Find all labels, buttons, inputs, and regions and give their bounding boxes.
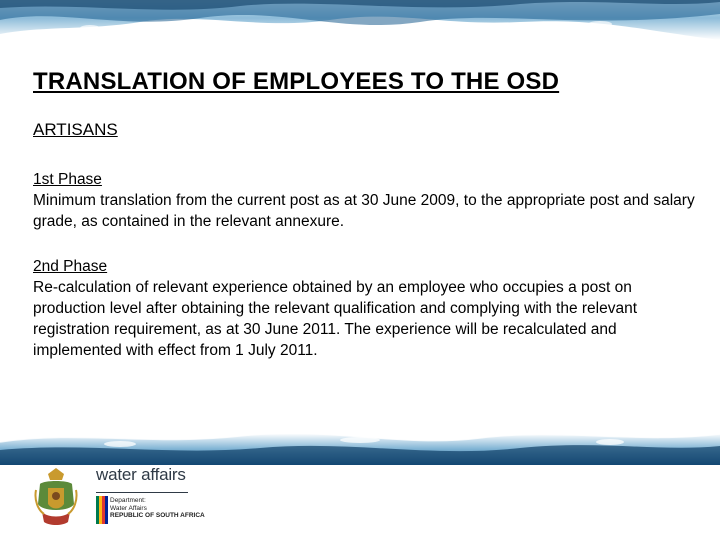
brand-divider [96,492,188,493]
flag-stripes-icon [96,496,108,524]
section-label: ARTISANS [33,120,118,139]
coat-of-arms-icon [34,466,78,528]
phase-2-block [33,256,708,361]
department-line-2: Water Affairs [110,504,147,512]
department-line-1: Department: [110,497,146,504]
phase-1-heading: 1st Phase [33,171,102,188]
phase-2-heading: 2nd Phase [33,258,108,275]
phase-1-text: Minimum translation from the current post as at 30 June 2009, to the appropriate post and salary grade, as contained in the relevant annexure. [33,192,695,230]
brand-name: water affairs [96,465,186,484]
top-water-banner [0,0,720,60]
slide-title: TRANSLATION OF EMPLOYEES TO THE OSD [33,68,560,95]
department-logo [82,462,205,528]
bottom-water-banner [0,420,720,465]
phase-2-text: Re-calculation of relevant experience obtained by an employee who occupies a post on production level after obtaining the relevant qualification and complying with the relevant registration requirement, as at 30 June 2011. The experience will be recalculated and implemented with effect from 1 July 2011. [33,279,638,359]
department-text [110,497,205,520]
department-line-3: REPUBLIC OF SOUTH AFRICA [110,512,205,519]
phase-1-block [33,169,708,232]
